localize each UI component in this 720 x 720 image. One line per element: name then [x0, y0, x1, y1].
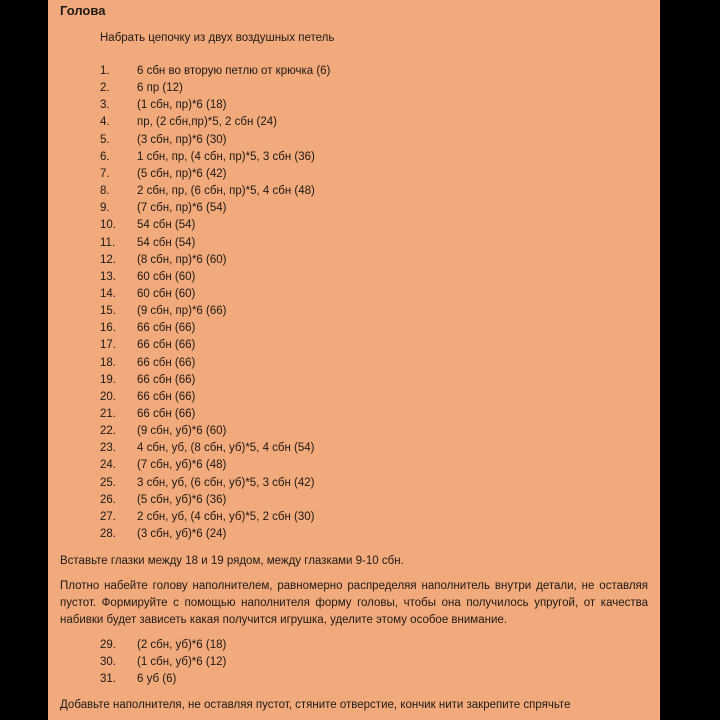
- row-instruction: (3 сбн, пр)*6 (30): [137, 133, 227, 146]
- row-instruction: 3 сбн, уб, (6 сбн, уб)*5, 3 сбн (42): [137, 476, 315, 489]
- row-number: 2.: [100, 82, 110, 95]
- row-instruction: 60 сбн (60): [137, 270, 196, 283]
- row-number: 23.: [100, 442, 116, 455]
- row-number: 13.: [100, 270, 116, 283]
- row-number: 6.: [100, 150, 110, 163]
- row-number: 12.: [100, 253, 116, 266]
- row-instruction: (1 сбн, уб)*6 (12): [137, 656, 227, 669]
- row-number: 27.: [100, 510, 116, 523]
- row-number: 1.: [100, 65, 110, 77]
- section-title: Голова: [60, 3, 106, 18]
- row-instruction: (9 сбн, уб)*6 (60): [137, 425, 227, 438]
- row-instruction: 6 сбн во вторую петлю от крючка (6): [137, 65, 331, 77]
- row-instruction: (3 сбн, уб)*6 (24): [137, 528, 227, 541]
- row-number: 9.: [100, 202, 110, 215]
- row-instruction: (1 сбн, пр)*6 (18): [137, 99, 227, 112]
- row-number: 24.: [100, 459, 116, 472]
- row-instruction: 6 уб (6): [137, 673, 177, 686]
- row-number: 25.: [100, 476, 116, 489]
- row-number: 15.: [100, 305, 116, 318]
- row-instruction: пр, (2 сбн,пр)*5, 2 сбн (24): [137, 116, 277, 129]
- row-instruction: 1 сбн, пр, (4 сбн, пр)*5, 3 сбн (36): [137, 150, 315, 163]
- row-instruction: 6 пр (12): [137, 82, 183, 95]
- intro-text: Набрать цепочку из двух воздушных петель: [100, 32, 335, 44]
- row-number: 7.: [100, 167, 110, 180]
- eyes-note: Вставьте глазки между 18 и 19 рядом, между глазками 9-10 сбн.: [60, 555, 404, 567]
- row-number: 10.: [100, 219, 116, 232]
- row-instruction: 66 сбн (66): [137, 339, 196, 352]
- row-number: 14.: [100, 287, 116, 300]
- row-number: 28.: [100, 528, 116, 541]
- row-number: 8.: [100, 185, 110, 198]
- row-instruction: (5 сбн, пр)*6 (42): [137, 167, 227, 180]
- row-instruction: (7 сбн, пр)*6 (54): [137, 202, 227, 215]
- row-instruction: (7 сбн, уб)*6 (48): [137, 459, 227, 472]
- row-instruction: 66 сбн (66): [137, 390, 196, 403]
- row-number: 17.: [100, 339, 116, 352]
- row-number: 16.: [100, 322, 116, 335]
- stuffing-note: Плотно набейте голову наполнителем, равномерно распределяя наполнитель внутри детали, не оставляя пустот. Формируйте с помощью наполнителя форму головы, чтобы она получилось упругой, от качества набивки будет зависеть какая получится игрушка, уделите этому особое внимание.: [60, 580, 648, 626]
- row-number: 3.: [100, 99, 110, 112]
- row-instruction: (8 сбн, пр)*6 (60): [137, 253, 227, 266]
- row-number: 30.: [100, 656, 116, 669]
- row-number: 19.: [100, 373, 116, 386]
- row-instruction: 66 сбн (66): [137, 356, 196, 369]
- row-instruction: (5 сбн, уб)*6 (36): [137, 493, 227, 506]
- row-number: 29.: [100, 639, 116, 651]
- row-instruction: 54 сбн (54): [137, 219, 196, 232]
- row-instruction: 66 сбн (66): [137, 373, 196, 386]
- row-instruction: (9 сбн, пр)*6 (66): [137, 305, 227, 318]
- row-instruction: 60 сбн (60): [137, 287, 196, 300]
- row-instruction: 54 сбн (54): [137, 236, 196, 249]
- row-number: 11.: [100, 236, 116, 249]
- row-instruction: 2 сбн, уб, (4 сбн, уб)*5, 2 сбн (30): [137, 510, 315, 523]
- row-instruction: 66 сбн (66): [137, 322, 196, 335]
- row-instruction: 4 сбн, уб, (8 сбн, уб)*5, 4 сбн (54): [137, 442, 315, 455]
- final-note: Добавьте наполнителя, не оставляя пустот, стяните отверстие, кончик нити закрепите спрячьте: [60, 699, 571, 711]
- row-number: 20.: [100, 390, 116, 403]
- row-number: 18.: [100, 356, 116, 369]
- document-page: [48, 0, 660, 720]
- row-number: 31.: [100, 673, 116, 686]
- row-instruction: (2 сбн, уб)*6 (18): [137, 639, 227, 651]
- row-instruction: 2 сбн, пр, (6 сбн, пр)*5, 4 сбн (48): [137, 185, 315, 198]
- row-instruction: 66 сбн (66): [137, 408, 196, 420]
- row-number: 4.: [100, 116, 110, 129]
- row-number: 5.: [100, 133, 110, 146]
- row-number: 21.: [100, 408, 116, 420]
- row-number: 26.: [100, 493, 116, 506]
- row-number: 22.: [100, 425, 116, 438]
